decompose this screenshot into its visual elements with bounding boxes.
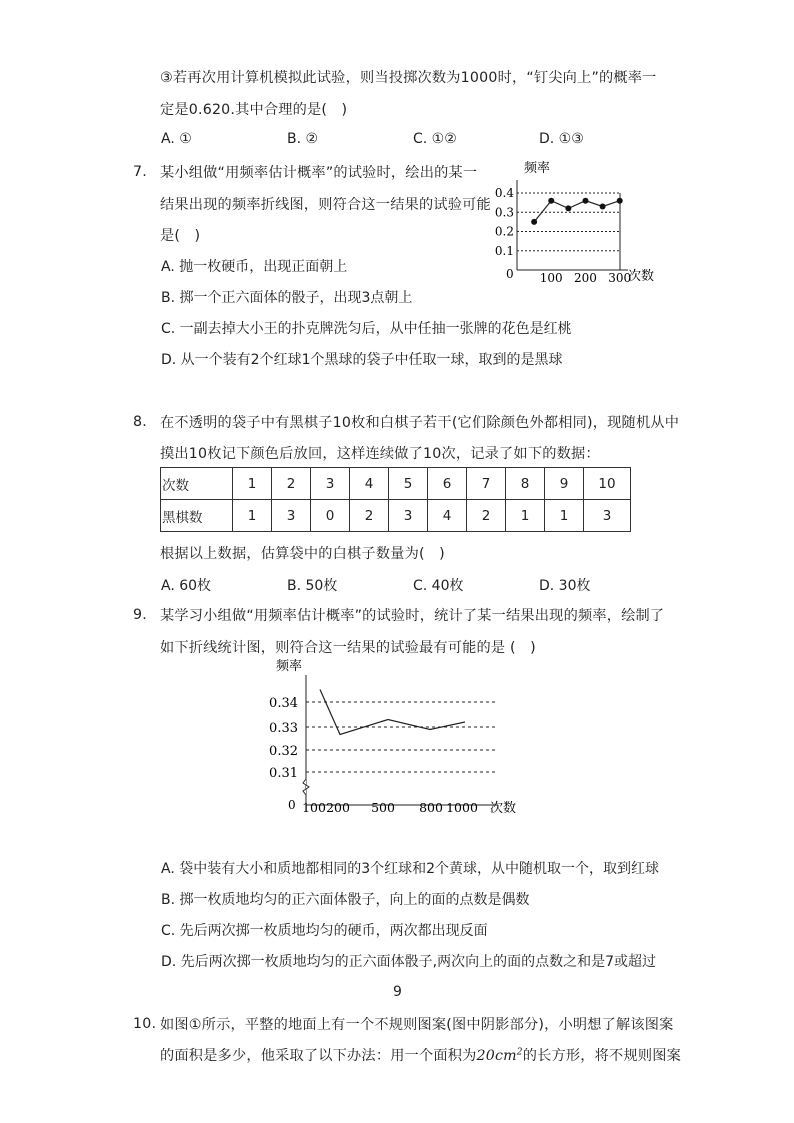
q9-x-tick-label: 200 — [326, 800, 350, 815]
q10-line2-start: 的面积是多少，他采取了以下办法：用一个面积为 — [160, 1048, 477, 1064]
q7-option-d: D. 从一个装有2个红球1个黑球的袋子中任取一球，取到的是黑球 — [161, 352, 563, 368]
q7-chart-ylabel: 频率 — [524, 161, 551, 176]
table-cell: 1 — [506, 500, 545, 532]
q8-option-d: D. 30枚 — [539, 578, 591, 594]
table-cell: 3 — [584, 500, 631, 532]
q9-frequency-chart — [270, 655, 530, 820]
page-number: 9 — [393, 984, 402, 1000]
q7-series-line — [534, 201, 620, 222]
q6-option-c: C. ①② — [413, 131, 457, 147]
q10-number: 10. — [133, 1016, 157, 1032]
table-header-cell: 黑棋数 — [161, 500, 233, 532]
q7-frequency-chart — [494, 155, 670, 290]
q7-x-tick-label: 100 — [539, 271, 563, 285]
q6-line2: 定是0.620.其中合理的是( ) — [160, 102, 348, 118]
q8-line3: 根据以上数据，估算袋中的白棋子数量为( ) — [160, 546, 445, 562]
q7-y-tick-label: 0.3 — [494, 205, 514, 220]
q9-x-tick-label: 500 — [371, 800, 395, 815]
q10-area-value: 20cm — [476, 1048, 517, 1064]
q7-chart-origin: 0 — [506, 267, 514, 281]
q7-line2: 结果出现的频率折线图，则符合这一结果的试验可能 — [160, 197, 491, 213]
q9-line2: 如下折线统计图，则符合这一结果的试验最有可能的是 ( ) — [160, 640, 536, 656]
q6-option-b: B. ② — [287, 131, 319, 147]
q9-y-tick-label: 0.31 — [269, 766, 298, 781]
table-cell: 5 — [389, 468, 428, 500]
q9-y-tick-label: 0.32 — [269, 744, 298, 759]
q9-option-b: B. 掷一枚质地均匀的正六面体骰子，向上的面的点数是偶数 — [161, 892, 530, 908]
table-cell: 8 — [506, 468, 545, 500]
q9-x-tick-label: 1000 — [446, 800, 478, 815]
q7-number: 7. — [133, 164, 147, 180]
q9-x-tick-label: 800 — [419, 800, 443, 815]
q8-line1: 在不透明的袋子中有黑棋子10枚和白棋子若干(它们除颜色外都相同)，现随机从中 — [160, 415, 680, 431]
q6-option-d: D. ①③ — [539, 131, 584, 147]
table-cell: 1 — [545, 500, 584, 532]
table-cell: 2 — [467, 500, 506, 532]
q7-chart-xlabel: 次数 — [628, 269, 655, 284]
table-cell: 4 — [350, 468, 389, 500]
q7-data-point — [600, 203, 606, 209]
table-header-cell: 次数 — [161, 468, 233, 500]
q7-x-tick-label: 200 — [574, 271, 597, 285]
q8-number: 8. — [133, 414, 147, 430]
q9-y-tick-label: 0.34 — [269, 696, 298, 711]
table-row — [161, 500, 631, 532]
table-cell: 6 — [428, 468, 467, 500]
table-cell: 2 — [350, 500, 389, 532]
q7-y-tick-label: 0.2 — [494, 224, 514, 239]
q8-option-c: C. 40枚 — [413, 578, 464, 594]
q9-y-tick-label: 0.33 — [269, 721, 298, 736]
q7-y-tick-label: 0.1 — [494, 243, 514, 258]
q7-x-tick-label: 300 — [608, 271, 632, 285]
q7-line3: 是( ) — [160, 228, 201, 244]
q9-line1: 某学习小组做“用频率估计概率”的试验时，统计了某一结果出现的频率，绘制了 — [160, 608, 665, 624]
q9-option-d: D. 先后两次掷一枚质地均匀的正六面体骰子,两次向上的面的点数之和是7或超过 — [161, 954, 657, 970]
q9-series-line — [320, 690, 465, 735]
q7-data-point — [548, 198, 554, 204]
q8-data-table — [160, 467, 631, 532]
table-cell: 7 — [467, 468, 506, 500]
q7-option-b: B. 掷一个正六面体的骰子，出现3点朝上 — [161, 290, 413, 306]
q6-option-a: A. ① — [161, 131, 192, 147]
q6-line1: ③若再次用计算机模拟此试验，则当投掷次数为1000时，“钉尖向上”的概率一 — [160, 70, 657, 86]
q7-data-point — [582, 198, 588, 204]
table-cell: 3 — [311, 468, 350, 500]
q8-option-a: A. 60枚 — [161, 578, 212, 594]
q8-option-b: B. 50枚 — [287, 578, 338, 594]
q10-line2 — [160, 1045, 681, 1065]
table-cell: 1 — [233, 468, 272, 500]
table-cell: 3 — [389, 500, 428, 532]
q7-line1: 某小组做“用频率估计概率”的试验时，绘出的某一 — [160, 165, 478, 181]
table-cell: 2 — [272, 468, 311, 500]
table-row — [161, 468, 631, 500]
q7-data-point — [531, 219, 537, 225]
q9-option-c: C. 先后两次掷一枚质地均匀的硬币，两次都出现反面 — [161, 923, 488, 939]
table-cell: 10 — [584, 468, 631, 500]
table-cell: 4 — [428, 500, 467, 532]
q9-chart-origin: 0 — [288, 798, 296, 812]
q7-y-tick-label: 0.4 — [494, 186, 514, 200]
q7-option-c: C. 一副去掉大小王的扑克牌洗匀后，从中任抽一张牌的花色是红桃 — [161, 321, 572, 337]
q9-option-a: A. 袋中装有大小和质地都相同的3个红球和2个黄球，从中随机取一个，取到红球 — [161, 861, 660, 877]
table-cell: 1 — [233, 500, 272, 532]
q10-area-math — [477, 1048, 523, 1064]
table-cell: 0 — [311, 500, 350, 532]
q10-area-exponent: 2 — [516, 1047, 523, 1058]
q7-data-point — [565, 205, 571, 211]
q9-x-tick-label: 100 — [302, 800, 326, 815]
q7-data-point — [617, 198, 623, 204]
q9-number: 9. — [133, 607, 147, 623]
q9-chart-xlabel: 次数 — [490, 801, 517, 816]
q7-option-a: A. 抛一枚硬币，出现正面朝上 — [161, 259, 348, 275]
table-cell: 9 — [545, 468, 584, 500]
q8-line2: 摸出10枚记下颜色后放回，这样连续做了10次，记录了如下的数据： — [160, 446, 600, 462]
q9-chart-ylabel: 频率 — [276, 659, 303, 674]
table-cell: 3 — [272, 500, 311, 532]
q10-line2-end: 的长方形，将不规则图案 — [522, 1048, 681, 1064]
q10-line1: 如图①所示，平整的地面上有一个不规则图案(图中阴影部分)，小明想了解该图案 — [160, 1017, 674, 1033]
